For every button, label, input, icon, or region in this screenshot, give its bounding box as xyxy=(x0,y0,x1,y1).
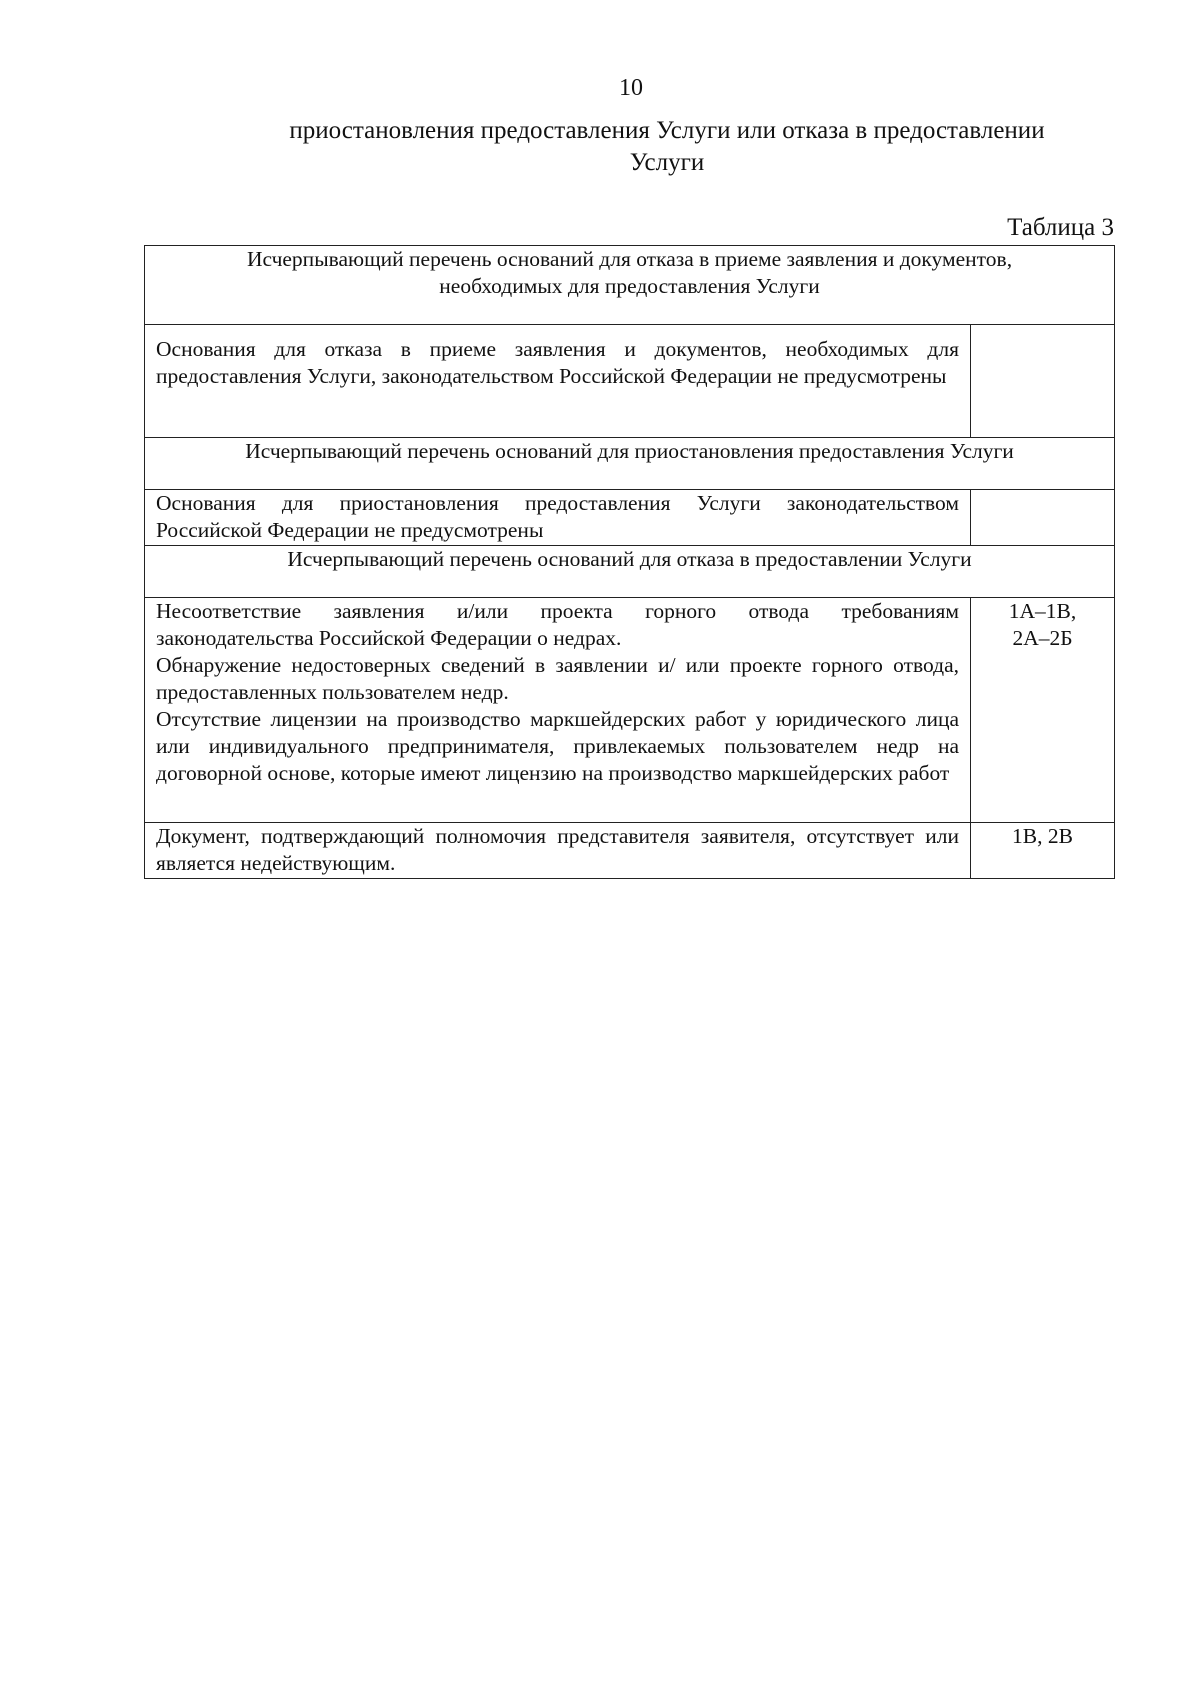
reason-text: Основания для приостановления предоставления Услуги законодательством Российской Федерации не предусмотрены xyxy=(156,491,959,542)
reference-cell xyxy=(971,325,1115,438)
reference-line-2: 2А–2Б xyxy=(1012,626,1073,650)
section-heading-line-1: приостановления предоставления Услуги или отказа в предоставлении xyxy=(289,117,1045,144)
reason-cell xyxy=(145,823,971,879)
section-header-line-2: необходимых для предоставления Услуги xyxy=(439,274,820,298)
reason-paragraph: Отсутствие лицензии на производство маркшейдерских работ у юридического лица или индивидуального предпринимателя, привлекаемых пользователем недр на договорной основе, которые имеют лицензию на производство маркшейдерских работ xyxy=(156,707,959,785)
reason-text: Основания для отказа в приеме заявления и документов, необходимых для предоставления Услуги, законодательством Российской Федерации не предусмотрены xyxy=(156,337,959,388)
section-header-refusal-acceptance xyxy=(145,246,1115,325)
page-number: 10 xyxy=(619,75,643,101)
table-section-header-row xyxy=(145,438,1115,490)
table-section-header-row xyxy=(145,246,1115,325)
table-section-header-row xyxy=(145,546,1115,598)
section-header-refusal-service: Исчерпывающий перечень оснований для отказа в предоставлении Услуги xyxy=(145,546,1115,598)
table-row xyxy=(145,325,1115,438)
reason-cell xyxy=(145,598,971,823)
reference-cell: 1В, 2В xyxy=(971,823,1115,879)
grounds-table xyxy=(144,245,1115,879)
reference-cell xyxy=(971,598,1115,823)
section-heading xyxy=(232,115,1102,179)
reason-text: Документ, подтверждающий полномочия представителя заявителя, отсутствует или является недействующим. xyxy=(156,824,959,875)
section-header-suspension: Исчерпывающий перечень оснований для приостановления предоставления Услуги xyxy=(145,438,1115,490)
table-row xyxy=(145,823,1115,879)
table-row xyxy=(145,490,1115,546)
reason-paragraph: Обнаружение недостоверных сведений в заявлении и/ или проекте горного отвода, предоставленных пользователем недр. xyxy=(156,653,959,704)
reference-line-1: 1А–1В, xyxy=(1008,599,1077,623)
table-row xyxy=(145,598,1115,823)
reason-cell xyxy=(145,490,971,546)
reason-paragraph: Несоответствие заявления и/или проекта горного отвода требованиям законодательства Российской Федерации о недрах. xyxy=(156,599,959,650)
reason-cell xyxy=(145,325,971,438)
section-header-line-1: Исчерпывающий перечень оснований для отказа в приеме заявления и документов, xyxy=(246,247,1013,271)
section-heading-line-2: Услуги xyxy=(629,149,705,176)
table-caption: Таблица 3 xyxy=(1007,214,1114,241)
reference-cell xyxy=(971,490,1115,546)
